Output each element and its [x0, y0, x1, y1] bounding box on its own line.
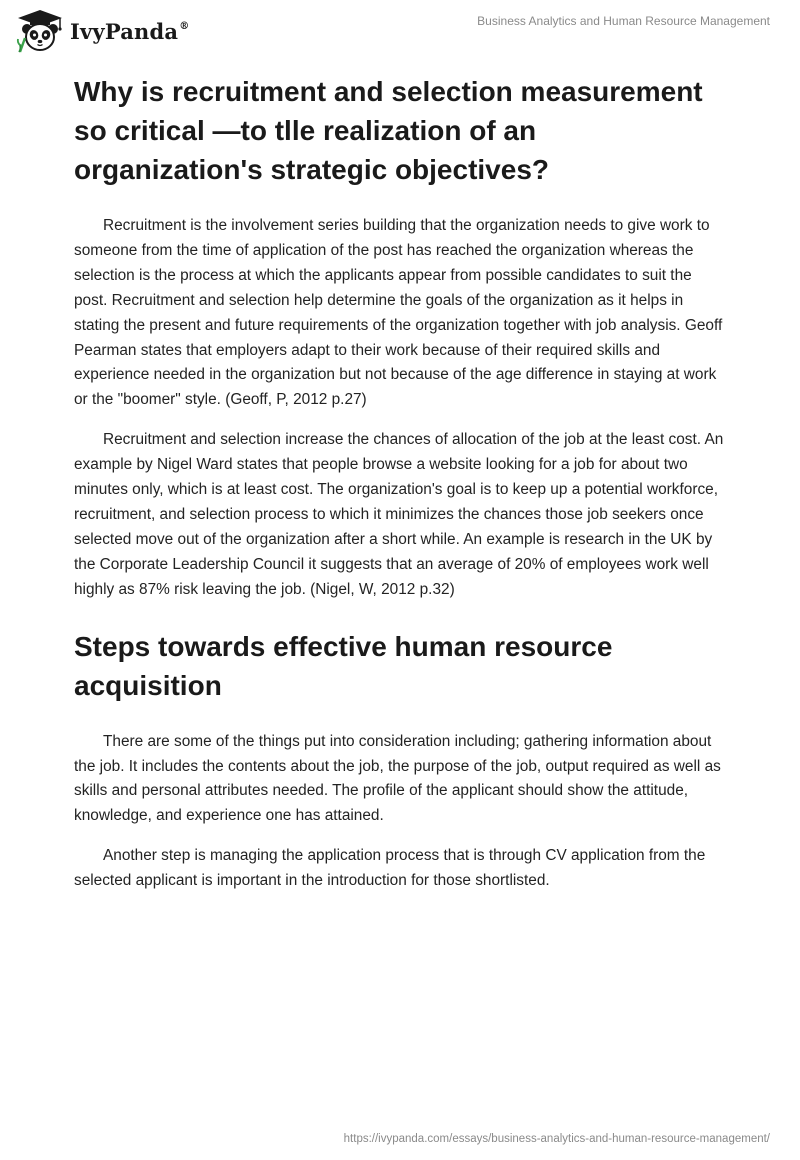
paragraph: Recruitment and selection increase the chances of allocation of the job at the least cost. An example by Nigel Ward states that people browse a website looking for a job for about two minutes only, which is at least cost. The organization's goal is to keep up a potential workforce, recruitment, and selection process to which it minimizes the chances those job seekers once selected move out of the organization after a short while. An example is research in the UK by the Corporate Leadership Council it suggests that an average of 20% of employees work well highly as 87% risk leaving the job. (Nigel, W, 2012 p.32) — [74, 431, 724, 598]
section-heading: Why is recruitment and selection measurement so critical —to tlle realization of an organization's strategic objectives? — [74, 76, 703, 185]
ivypanda-logo[interactable] — [16, 8, 189, 54]
section-heading: Steps towards effective human resource acquisition — [74, 630, 613, 701]
panda-graduate-icon — [16, 8, 64, 54]
paragraph: Recruitment is the involvement series building that the organization needs to give work to someone from the time of application of the post has reached the organization whereas the selection is the process at which the applicants appear from possible candidates to suit the post. Recruitment and selection help determine the goals of the organization as it helps in stating the present and future requirements of the organization together with job analysis. Geoff Pearman states that employers adapt to their work because of their required skills and experience needed in the organization but not because of the age difference in staying at work or the "boomer" style. (Geoff, P, 2012 p.27) — [74, 217, 723, 409]
registered-mark: ® — [179, 20, 190, 32]
brand-name: IvyPanda® — [70, 18, 190, 44]
essay-content — [74, 72, 724, 894]
source-url-link[interactable]: https://ivypanda.com/essays/business-analytics-and-human-resource-management/ — [343, 1133, 770, 1145]
page-header — [0, 0, 800, 62]
paragraph: Another step is managing the application process that is through CV application from the selected applicant is important in the introduction for those shortlisted. — [74, 847, 706, 890]
paragraph: There are some of the things put into consideration including; gathering information about the job. It includes the contents about the job, the purpose of the job, output required as well as skills and personal attributes needed. The profile of the applicant should show the attitude, knowledge, and experience one has attained. — [74, 732, 721, 825]
document-title: Business Analytics and Human Resource Management — [477, 14, 770, 28]
